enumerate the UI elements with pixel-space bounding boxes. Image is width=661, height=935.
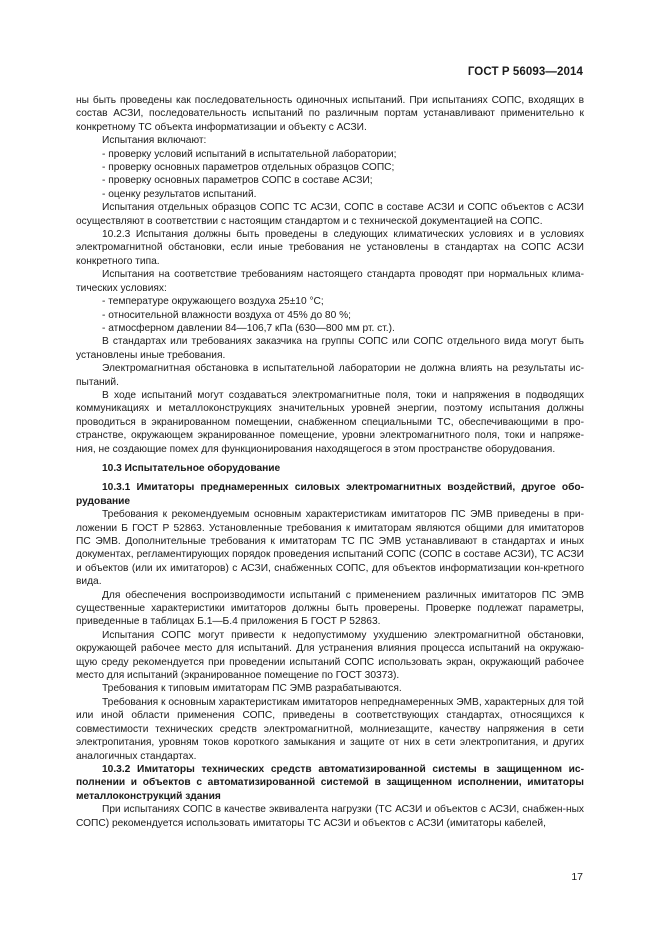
paragraph: Электромагнитная обстановка в испытательной лаборатории не должна влиять на результаты ис-пытаний. xyxy=(76,363,584,388)
list-item: - проверку условий испытаний в испытательной лаборатории; xyxy=(102,148,397,160)
subsection-heading: 10.3.2 Имитаторы технических средств автоматизированной системы в защищенном ис-полнении и объектов с автоматизированной системой в защищенном исполнении, имитаторы металлоконструкций здания xyxy=(76,763,584,802)
list-item: - температуре окружающего воздуха 25±10 °С; xyxy=(102,296,324,308)
paragraph: ны быть проведены как последовательность одиночных испытаний. При испытаниях СОПС, входящих в состав АСЗИ, последовательность испытаний по различным портам устанавливают применительно к конкретному ТС объекта информатизации и объекту с АСЗИ. xyxy=(76,95,584,133)
page-number: 17 xyxy=(571,871,583,883)
paragraph: При испытаниях СОПС в качестве эквивалента нагрузки (ТС АСЗИ и объектов с АСЗИ, снабжен-ных СОПС) рекомендуется использовать имитаторы ТС АСЗИ и объектов с АСЗИ (имитаторы кабелей, xyxy=(76,804,584,829)
paragraph: Для обеспечения воспроизводимости испытаний с применением различных имитаторов ПС ЭМВ существенные характеристики имитаторов должны быть проверены. Проверке подлежат параметры, приведенные в таблицах Б.1—Б.4 приложения Б ГОСТ Р 52863. xyxy=(76,589,584,628)
list-item: - относительной влажности воздуха от 45% до 80 %; xyxy=(102,309,351,321)
list-item: - проверку основных параметров СОПС в составе АСЗИ; xyxy=(102,175,373,187)
document-body xyxy=(76,94,584,830)
paragraph: 10.2.3 Испытания должны быть проведены в следующих климатических условиях и в условиях электромагнитной обстановки, если иные требования не установлены в стандартах на СОПС АСЗИ конкретного типа. xyxy=(76,229,584,267)
list-item: - атмосферном давлении 84—106,7 кПа (630—800 мм рт. ст.). xyxy=(102,322,395,334)
paragraph: Испытания отдельных образцов СОПС ТС АСЗИ, СОПС в составе АСЗИ и СОПС объектов с АСЗИ осуществляют в соответствии с настоящим стандартом и с технической документацией на СОПС. xyxy=(76,202,584,227)
paragraph: Требования к типовым имитаторам ПС ЭМВ разрабатываются. xyxy=(102,683,402,695)
paragraph: В стандартах или требованиях заказчика на группы СОПС или СОПС отдельного вида могут быть установлены иные требования. xyxy=(76,336,584,361)
section-heading: 10.3 Испытательное оборудование xyxy=(102,462,281,474)
paragraph: Испытания на соответствие требованиям настоящего стандарта проводят при нормальных клима-тических условиях: xyxy=(76,269,584,294)
paragraph: Испытания включают: xyxy=(102,135,207,147)
paragraph: В ходе испытаний могут создаваться электромагнитные поля, токи и напряжения в подводящих коммуникациях и металлоконструкциях значительных уровней энергии, поэтому испытания должны проводиться в экранированном помещении, снабженном специальными ТС, обеспечивающими в про-странстве, окружающем экранированное помещение, уровни электромагнитного поля, токи и напряже-ния, не создающие помех для функционирования находящегося в этом пространстве оборудования. xyxy=(76,389,584,455)
list-item: - проверку основных параметров отдельных образцов СОПС; xyxy=(102,162,395,174)
paragraph: Испытания СОПС могут привести к недопустимому ухудшению электромагнитной обстановки, окружающей рабочее место для испытаний. Для устранения влияния процесса испытаний на окружаю-щую среду рекомендуется при проведении испытаний СОПС использовать экран, окружающий рабочее место для испытаний (экранированное помещение по ГОСТ 30373). xyxy=(76,629,584,682)
subsection-heading: 10.3.1 Имитаторы преднамеренных силовых электромагнитных воздействий, другое обо-рудование xyxy=(76,482,584,507)
list-item: - оценку результатов испытаний. xyxy=(102,188,257,200)
paragraph: Требования к рекомендуемым основным характеристикам имитаторов ПС ЭМВ приведены в при-ложении Б ГОСТ Р 52863. Установленные требования к имитаторам являются общими для имитаторов ПС ЭМВ. Дополнительные требования к имитаторам ТС ПС ЭМВ устанавливают в стандартах и иных документах, регламентирующих порядок проведения испытаний СОПС (СОПС в составе АСЗИ), ТС АСЗИ и объектов (или их имитаторов) с АСЗИ, снабженных СОПС, для объектов информатизации кон-кретного вида. xyxy=(76,509,584,588)
standard-id-header: ГОСТ Р 56093—2014 xyxy=(467,66,583,78)
paragraph: Требования к основным характеристикам имитаторов непреднамеренных ЭМВ, характерных для той или иной области применения СОПС, приведены в соответствующих стандартах, относящихся к совместимости технических средств электромагнитной, молниезащите, качеству напряжения в сети электропитания, уровням токов короткого замыкания и защите от них в сети электропитания, и других аналогичных стандартах. xyxy=(76,696,584,762)
